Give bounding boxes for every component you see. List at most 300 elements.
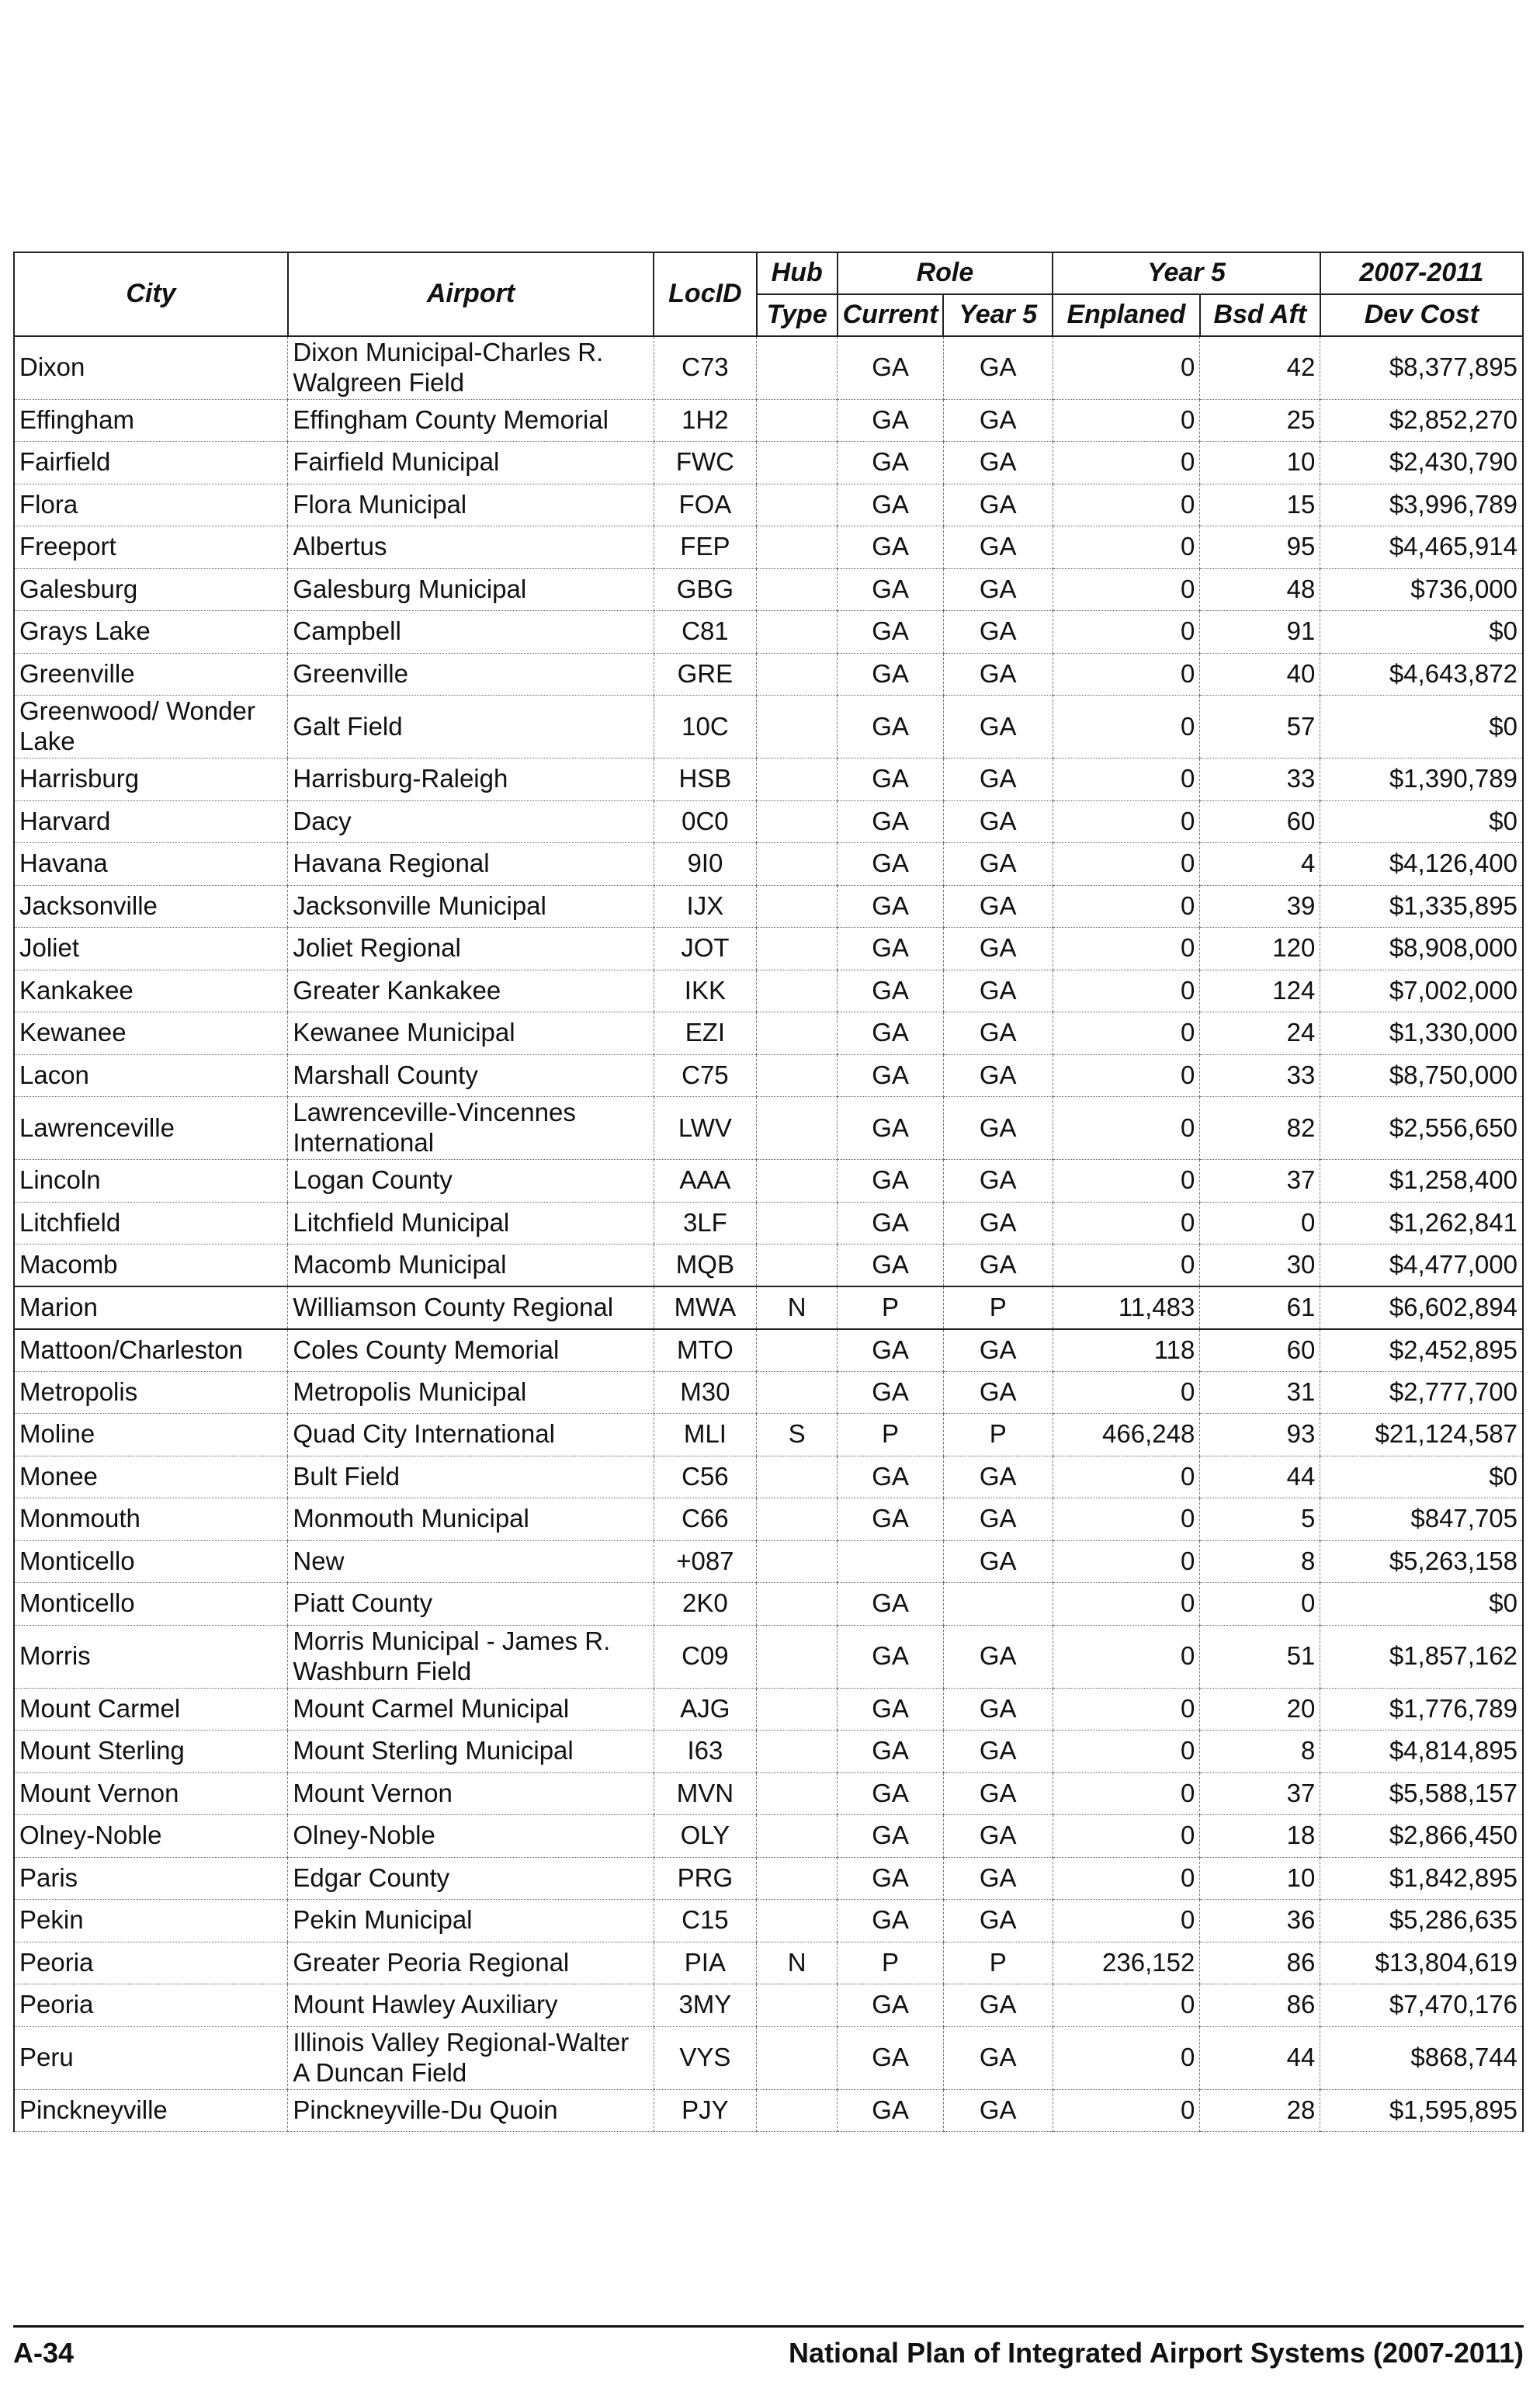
cell-airport: Mount Carmel Municipal (288, 1688, 654, 1731)
cell-airport: Harrisburg-Raleigh (288, 759, 654, 801)
cell-role-current: GA (838, 1245, 944, 1287)
table-row (14, 2026, 1523, 2089)
cell-dev-cost: $8,377,895 (1320, 336, 1523, 399)
cell-airport: Litchfield Municipal (288, 1202, 654, 1245)
document-title: National Plan of Integrated Airport Systems (2007-2011) (789, 2337, 1524, 2369)
cell-based-aircraft: 5 (1200, 1498, 1320, 1541)
cell-enplaned: 0 (1053, 1772, 1200, 1815)
cell-hub-type (757, 611, 838, 654)
airport-table (13, 252, 1524, 2132)
header-cost-period: 2007-2011 (1320, 252, 1523, 294)
cell-hub-type: N (757, 1942, 838, 1984)
cell-role-current (838, 1540, 944, 1583)
table-row (14, 1097, 1523, 1160)
cell-role-year5: GA (943, 1202, 1053, 1245)
cell-city: Freeport (14, 526, 288, 569)
cell-role-current: GA (838, 1772, 944, 1815)
cell-based-aircraft: 91 (1200, 611, 1320, 654)
cell-airport: Olney-Noble (288, 1815, 654, 1858)
cell-locid: 0C0 (654, 800, 757, 843)
table-row (14, 2089, 1523, 2132)
cell-airport: Kewanee Municipal (288, 1012, 654, 1055)
cell-locid: GBG (654, 568, 757, 611)
cell-dev-cost: $4,814,895 (1320, 1731, 1523, 1773)
cell-role-current: GA (838, 611, 944, 654)
cell-role-year5: GA (943, 653, 1053, 696)
cell-airport: Coles County Memorial (288, 1329, 654, 1372)
cell-enplaned: 0 (1053, 928, 1200, 970)
cell-hub-type (757, 1625, 838, 1688)
cell-locid: 3LF (654, 1202, 757, 1245)
table-body (14, 336, 1523, 2132)
cell-role-current: GA (838, 696, 944, 759)
cell-airport: Flora Municipal (288, 484, 654, 526)
table-row (14, 885, 1523, 928)
table-row (14, 1731, 1523, 1773)
cell-dev-cost: $1,335,895 (1320, 885, 1523, 928)
cell-hub-type (757, 442, 838, 484)
cell-dev-cost: $13,804,619 (1320, 1942, 1523, 1984)
table-row (14, 759, 1523, 801)
cell-based-aircraft: 60 (1200, 800, 1320, 843)
cell-hub-type (757, 1772, 838, 1815)
cell-airport: Pekin Municipal (288, 1900, 654, 1942)
cell-based-aircraft: 18 (1200, 1815, 1320, 1858)
cell-airport: Greater Kankakee (288, 970, 654, 1012)
page-number: A-34 (13, 2337, 75, 2369)
cell-enplaned: 0 (1053, 484, 1200, 526)
cell-enplaned: 0 (1053, 1857, 1200, 1900)
cell-enplaned: 0 (1053, 970, 1200, 1012)
cell-based-aircraft: 57 (1200, 696, 1320, 759)
cell-dev-cost: $0 (1320, 611, 1523, 654)
cell-airport: Greenville (288, 653, 654, 696)
cell-based-aircraft: 86 (1200, 1984, 1320, 2027)
cell-city: Metropolis (14, 1371, 288, 1414)
cell-airport: Bult Field (288, 1456, 654, 1498)
cell-hub-type (757, 970, 838, 1012)
cell-city: Lincoln (14, 1160, 288, 1203)
table-row (14, 696, 1523, 759)
table-row (14, 653, 1523, 696)
cell-role-year5: GA (943, 696, 1053, 759)
cell-role-year5: GA (943, 843, 1053, 886)
cell-based-aircraft: 48 (1200, 568, 1320, 611)
cell-role-year5: GA (943, 1731, 1053, 1773)
header-role-current: Current (838, 294, 944, 336)
cell-city: Harvard (14, 800, 288, 843)
cell-based-aircraft: 24 (1200, 1012, 1320, 1055)
cell-role-current: GA (838, 1625, 944, 1688)
cell-city: Fairfield (14, 442, 288, 484)
table-row (14, 928, 1523, 970)
cell-city: Monticello (14, 1583, 288, 1626)
cell-hub-type (757, 1900, 838, 1942)
cell-locid: MVN (654, 1772, 757, 1815)
cell-role-year5: GA (943, 336, 1053, 399)
cell-enplaned: 0 (1053, 399, 1200, 442)
cell-city: Lawrenceville (14, 1097, 288, 1160)
cell-dev-cost: $1,390,789 (1320, 759, 1523, 801)
cell-locid: C66 (654, 1498, 757, 1541)
cell-hub-type (757, 2026, 838, 2089)
cell-airport: Havana Regional (288, 843, 654, 886)
cell-dev-cost: $0 (1320, 1456, 1523, 1498)
cell-role-year5: GA (943, 1160, 1053, 1203)
cell-role-year5: P (943, 1942, 1053, 1984)
cell-role-current: GA (838, 1815, 944, 1858)
cell-role-current: GA (838, 885, 944, 928)
cell-role-current: GA (838, 1097, 944, 1160)
cell-based-aircraft: 36 (1200, 1900, 1320, 1942)
cell-locid: VYS (654, 2026, 757, 2089)
cell-dev-cost: $1,595,895 (1320, 2089, 1523, 2132)
cell-role-current: GA (838, 1498, 944, 1541)
cell-enplaned: 0 (1053, 653, 1200, 696)
cell-hub-type (757, 1097, 838, 1160)
cell-dev-cost: $5,263,158 (1320, 1540, 1523, 1583)
header-row-1 (14, 252, 1523, 294)
cell-city: Harrisburg (14, 759, 288, 801)
cell-dev-cost: $7,002,000 (1320, 970, 1523, 1012)
cell-dev-cost: $4,465,914 (1320, 526, 1523, 569)
cell-airport: Galt Field (288, 696, 654, 759)
cell-role-year5: GA (943, 1097, 1053, 1160)
cell-enplaned: 0 (1053, 1054, 1200, 1097)
cell-role-year5: GA (943, 759, 1053, 801)
cell-hub-type (757, 1329, 838, 1372)
cell-locid: 9I0 (654, 843, 757, 886)
cell-role-current: GA (838, 484, 944, 526)
cell-hub-type (757, 1731, 838, 1773)
cell-hub-type (757, 759, 838, 801)
cell-locid: EZI (654, 1012, 757, 1055)
cell-dev-cost: $868,744 (1320, 2026, 1523, 2089)
cell-dev-cost: $5,588,157 (1320, 1772, 1523, 1815)
cell-based-aircraft: 44 (1200, 1456, 1320, 1498)
table-row (14, 1540, 1523, 1583)
cell-enplaned: 0 (1053, 526, 1200, 569)
cell-dev-cost: $21,124,587 (1320, 1414, 1523, 1456)
cell-enplaned: 11,483 (1053, 1286, 1200, 1329)
cell-dev-cost: $0 (1320, 800, 1523, 843)
cell-role-current: GA (838, 336, 944, 399)
cell-dev-cost: $8,908,000 (1320, 928, 1523, 970)
cell-based-aircraft: 33 (1200, 759, 1320, 801)
cell-role-year5: GA (943, 1625, 1053, 1688)
cell-dev-cost: $4,126,400 (1320, 843, 1523, 886)
cell-hub-type (757, 1857, 838, 1900)
table-row (14, 843, 1523, 886)
table-row (14, 1625, 1523, 1688)
cell-role-current: GA (838, 1731, 944, 1773)
cell-role-current: GA (838, 526, 944, 569)
table-row (14, 526, 1523, 569)
cell-airport: Galesburg Municipal (288, 568, 654, 611)
cell-dev-cost: $5,286,635 (1320, 1900, 1523, 1942)
table-row (14, 1054, 1523, 1097)
cell-locid: MWA (654, 1286, 757, 1329)
cell-airport: Quad City International (288, 1414, 654, 1456)
footer-divider (13, 2325, 1524, 2328)
cell-city: Mount Carmel (14, 1688, 288, 1731)
cell-based-aircraft: 61 (1200, 1286, 1320, 1329)
cell-hub-type (757, 885, 838, 928)
cell-enplaned: 0 (1053, 1583, 1200, 1626)
cell-role-year5: GA (943, 1815, 1053, 1858)
table-row (14, 1456, 1523, 1498)
cell-airport: Jacksonville Municipal (288, 885, 654, 928)
cell-based-aircraft: 120 (1200, 928, 1320, 970)
table-row (14, 442, 1523, 484)
cell-locid: C81 (654, 611, 757, 654)
cell-role-year5: P (943, 1286, 1053, 1329)
cell-dev-cost: $0 (1320, 696, 1523, 759)
cell-hub-type (757, 526, 838, 569)
cell-airport: Lawrenceville-Vincennes International (288, 1097, 654, 1160)
cell-hub-type (757, 399, 838, 442)
cell-based-aircraft: 37 (1200, 1772, 1320, 1815)
cell-hub-type (757, 1160, 838, 1203)
cell-dev-cost: $8,750,000 (1320, 1054, 1523, 1097)
cell-dev-cost: $6,602,894 (1320, 1286, 1523, 1329)
cell-hub-type (757, 1688, 838, 1731)
cell-enplaned: 0 (1053, 696, 1200, 759)
cell-locid: MLI (654, 1414, 757, 1456)
cell-hub-type (757, 696, 838, 759)
cell-role-year5: GA (943, 1329, 1053, 1372)
cell-city: Joliet (14, 928, 288, 970)
cell-enplaned: 0 (1053, 885, 1200, 928)
cell-role-year5: GA (943, 885, 1053, 928)
cell-dev-cost: $1,842,895 (1320, 1857, 1523, 1900)
cell-based-aircraft: 4 (1200, 843, 1320, 886)
cell-dev-cost: $2,777,700 (1320, 1371, 1523, 1414)
cell-airport: Illinois Valley Regional-Walter A Duncan Field (288, 2026, 654, 2089)
cell-role-year5: GA (943, 1984, 1053, 2027)
cell-city: Pinckneyville (14, 2089, 288, 2132)
table-row (14, 1160, 1523, 1203)
cell-role-year5: GA (943, 1688, 1053, 1731)
header-dev-cost: Dev Cost (1320, 294, 1523, 336)
header-role: Role (838, 252, 1053, 294)
cell-airport: New (288, 1540, 654, 1583)
cell-based-aircraft: 30 (1200, 1245, 1320, 1287)
cell-based-aircraft: 40 (1200, 653, 1320, 696)
cell-enplaned: 0 (1053, 1540, 1200, 1583)
cell-city: Flora (14, 484, 288, 526)
cell-locid: C56 (654, 1456, 757, 1498)
cell-dev-cost: $2,430,790 (1320, 442, 1523, 484)
cell-city: Kewanee (14, 1012, 288, 1055)
cell-hub-type (757, 1054, 838, 1097)
table-row (14, 336, 1523, 399)
cell-role-year5: GA (943, 1054, 1053, 1097)
cell-hub-type (757, 1012, 838, 1055)
cell-based-aircraft: 93 (1200, 1414, 1320, 1456)
cell-locid: M30 (654, 1371, 757, 1414)
cell-locid: C15 (654, 1900, 757, 1942)
cell-dev-cost: $2,556,650 (1320, 1097, 1523, 1160)
cell-city: Olney-Noble (14, 1815, 288, 1858)
header-year5: Year 5 (1053, 252, 1320, 294)
cell-enplaned: 0 (1053, 1456, 1200, 1498)
cell-city: Mount Sterling (14, 1731, 288, 1773)
cell-enplaned: 0 (1053, 1688, 1200, 1731)
cell-hub-type (757, 1540, 838, 1583)
cell-based-aircraft: 51 (1200, 1625, 1320, 1688)
cell-locid: PRG (654, 1857, 757, 1900)
table-row (14, 1498, 1523, 1541)
cell-hub-type: S (757, 1414, 838, 1456)
cell-role-current: GA (838, 1583, 944, 1626)
cell-role-year5 (943, 1583, 1053, 1626)
cell-city: Marion (14, 1286, 288, 1329)
cell-dev-cost: $1,330,000 (1320, 1012, 1523, 1055)
cell-hub-type (757, 1984, 838, 2027)
table-row (14, 1942, 1523, 1984)
cell-airport: Dacy (288, 800, 654, 843)
cell-role-year5: GA (943, 1772, 1053, 1815)
cell-enplaned: 0 (1053, 1731, 1200, 1773)
cell-city: Morris (14, 1625, 288, 1688)
cell-airport: Greater Peoria Regional (288, 1942, 654, 1984)
cell-airport: Metropolis Municipal (288, 1371, 654, 1414)
cell-hub-type (757, 1815, 838, 1858)
cell-dev-cost: $4,643,872 (1320, 653, 1523, 696)
cell-based-aircraft: 42 (1200, 336, 1320, 399)
cell-dev-cost: $0 (1320, 1583, 1523, 1626)
cell-based-aircraft: 28 (1200, 2089, 1320, 2132)
cell-dev-cost: $2,852,270 (1320, 399, 1523, 442)
cell-role-current: P (838, 1414, 944, 1456)
cell-role-year5: GA (943, 2026, 1053, 2089)
cell-role-current: GA (838, 2026, 944, 2089)
table-row (14, 970, 1523, 1012)
cell-role-current: GA (838, 1984, 944, 2027)
cell-role-year5: GA (943, 568, 1053, 611)
cell-enplaned: 0 (1053, 1371, 1200, 1414)
table-row (14, 1583, 1523, 1626)
cell-role-current: P (838, 1942, 944, 1984)
cell-role-year5: GA (943, 484, 1053, 526)
cell-role-current: GA (838, 1054, 944, 1097)
cell-based-aircraft: 39 (1200, 885, 1320, 928)
table-row (14, 568, 1523, 611)
cell-hub-type (757, 1456, 838, 1498)
cell-role-current: GA (838, 843, 944, 886)
cell-locid: GRE (654, 653, 757, 696)
cell-based-aircraft: 10 (1200, 442, 1320, 484)
cell-enplaned: 0 (1053, 1160, 1200, 1203)
cell-airport: Piatt County (288, 1583, 654, 1626)
cell-hub-type (757, 843, 838, 886)
cell-enplaned: 0 (1053, 611, 1200, 654)
cell-locid: AAA (654, 1160, 757, 1203)
cell-city: Macomb (14, 1245, 288, 1287)
cell-based-aircraft: 31 (1200, 1371, 1320, 1414)
cell-airport: Monmouth Municipal (288, 1498, 654, 1541)
cell-locid: AJG (654, 1688, 757, 1731)
cell-role-year5: GA (943, 800, 1053, 843)
cell-based-aircraft: 20 (1200, 1688, 1320, 1731)
table-row (14, 1900, 1523, 1942)
table-row (14, 1371, 1523, 1414)
cell-city: Moline (14, 1414, 288, 1456)
cell-locid: C09 (654, 1625, 757, 1688)
cell-role-year5: P (943, 1414, 1053, 1456)
cell-airport: Effingham County Memorial (288, 399, 654, 442)
table-row (14, 1815, 1523, 1858)
cell-locid: LWV (654, 1097, 757, 1160)
cell-role-current: GA (838, 1857, 944, 1900)
cell-role-current: GA (838, 1202, 944, 1245)
cell-dev-cost: $4,477,000 (1320, 1245, 1523, 1287)
cell-enplaned: 0 (1053, 2089, 1200, 2132)
cell-role-current: GA (838, 800, 944, 843)
table-row (14, 611, 1523, 654)
cell-hub-type (757, 1202, 838, 1245)
cell-hub-type (757, 800, 838, 843)
cell-based-aircraft: 33 (1200, 1054, 1320, 1097)
cell-based-aircraft: 15 (1200, 484, 1320, 526)
cell-role-year5: GA (943, 611, 1053, 654)
cell-role-current: GA (838, 1329, 944, 1372)
cell-hub-type (757, 336, 838, 399)
table-row (14, 1772, 1523, 1815)
cell-airport: Mount Sterling Municipal (288, 1731, 654, 1773)
cell-role-year5: GA (943, 1857, 1053, 1900)
cell-enplaned: 0 (1053, 800, 1200, 843)
cell-airport: Pinckneyville-Du Quoin (288, 2089, 654, 2132)
table-row (14, 1202, 1523, 1245)
cell-based-aircraft: 37 (1200, 1160, 1320, 1203)
cell-enplaned: 0 (1053, 2026, 1200, 2089)
cell-role-current: GA (838, 970, 944, 1012)
cell-enplaned: 0 (1053, 1625, 1200, 1688)
cell-locid: IJX (654, 885, 757, 928)
cell-role-year5: GA (943, 1540, 1053, 1583)
cell-enplaned: 0 (1053, 1900, 1200, 1942)
cell-airport: Williamson County Regional (288, 1286, 654, 1329)
cell-based-aircraft: 0 (1200, 1202, 1320, 1245)
cell-based-aircraft: 95 (1200, 526, 1320, 569)
header-bsd-aft: Bsd Aft (1200, 294, 1320, 336)
cell-role-year5: GA (943, 442, 1053, 484)
cell-airport: Mount Hawley Auxiliary (288, 1984, 654, 2027)
cell-locid: 10C (654, 696, 757, 759)
cell-dev-cost: $1,776,789 (1320, 1688, 1523, 1731)
cell-role-year5: GA (943, 399, 1053, 442)
header-role-year5: Year 5 (943, 294, 1053, 336)
table-row (14, 1012, 1523, 1055)
cell-hub-type: N (757, 1286, 838, 1329)
cell-role-current: GA (838, 1371, 944, 1414)
cell-city: Monticello (14, 1540, 288, 1583)
cell-hub-type (757, 653, 838, 696)
cell-hub-type (757, 1498, 838, 1541)
cell-role-year5: GA (943, 970, 1053, 1012)
cell-role-current: GA (838, 568, 944, 611)
cell-city: Peru (14, 2026, 288, 2089)
cell-role-year5: GA (943, 1371, 1053, 1414)
cell-enplaned: 0 (1053, 1984, 1200, 2027)
cell-role-current: GA (838, 1160, 944, 1203)
cell-role-current: GA (838, 442, 944, 484)
cell-role-current: GA (838, 1688, 944, 1731)
cell-airport: Campbell (288, 611, 654, 654)
cell-airport: Fairfield Municipal (288, 442, 654, 484)
